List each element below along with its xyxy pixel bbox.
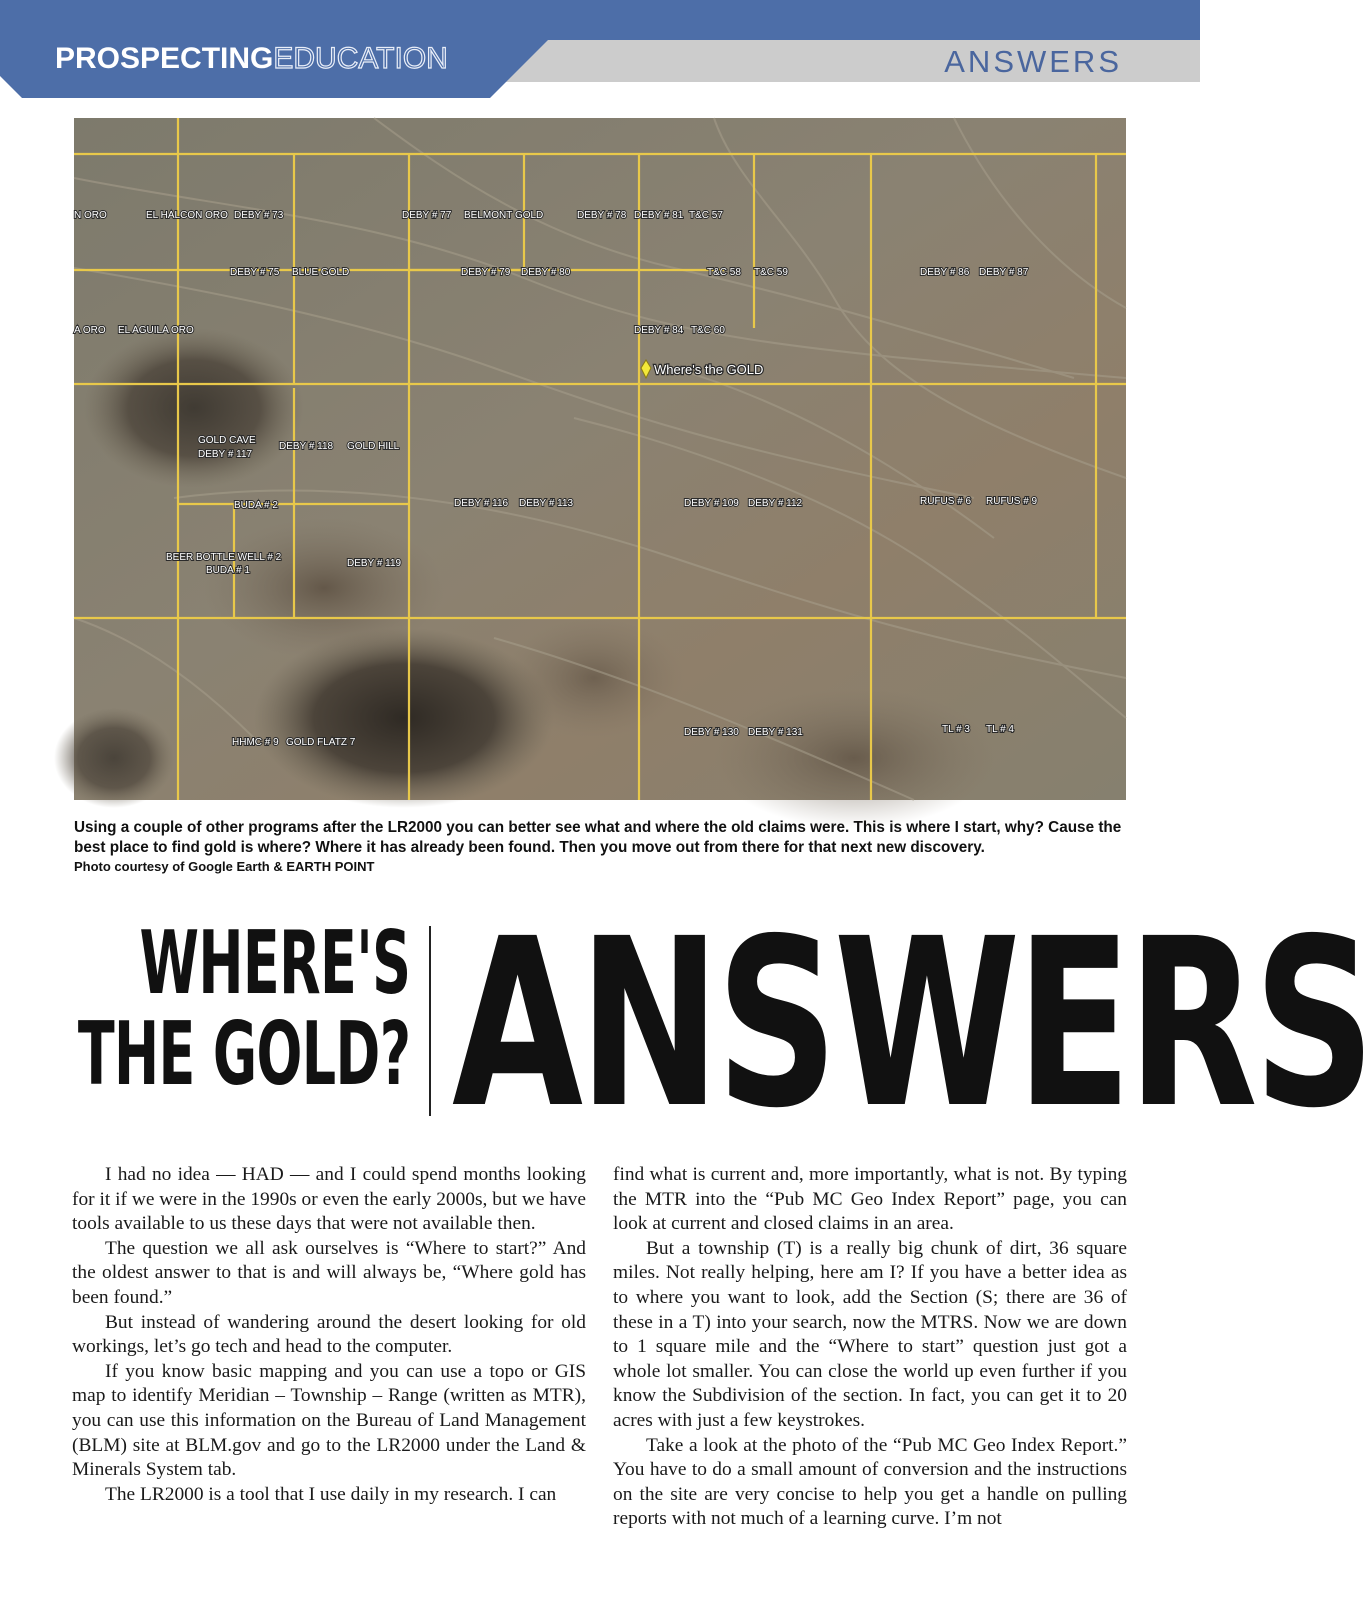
claim-label: DEBY # 116	[454, 498, 509, 509]
claim-label: TL # 4	[986, 724, 1014, 735]
claim-label: T&C 60	[691, 325, 725, 336]
claim-label: DEBY # 130	[684, 727, 739, 738]
claim-label: DEBY # 86	[920, 267, 970, 278]
claim-label: BEER BOTTLE WELL # 2	[166, 552, 282, 563]
claim-label: DEBY # 75	[230, 267, 280, 278]
claim-label: DEBY # 81	[634, 210, 684, 221]
claim-label: DEBY # 131	[748, 727, 803, 738]
claim-label: DEBY # 80	[521, 267, 571, 278]
claim-label: DEBY # 112	[748, 498, 803, 509]
publication-brand	[55, 44, 448, 74]
claim-label: DEBY # 119	[347, 558, 402, 569]
claim-label: T&C 58	[707, 267, 741, 278]
claim-label: A ORO	[74, 325, 106, 336]
claim-label: BELMONT GOLD	[464, 210, 544, 221]
claim-label: DEBY # 78	[577, 210, 627, 221]
paragraph: If you know basic mapping and you can use a topo or GIS map to identify Meridian – Township – Range (written as MTR), you can use this information on the Bureau of Land Management (BLM) site at BLM.gov and go to the LR2000 under the Land & Minerals System tab.	[72, 1360, 586, 1481]
claims-map-photo	[74, 118, 1126, 800]
claim-label: DEBY # 87	[979, 267, 1029, 278]
satellite-map	[74, 118, 1126, 800]
paragraph: The question we all ask ourselves is “Where to start?” And the oldest answer to that is and will always be, “Where gold has been found.”	[72, 1237, 586, 1308]
claim-label: DEBY # 109	[684, 498, 739, 509]
claim-label: T&C 59	[754, 267, 788, 278]
brand-education: EDUCATION	[273, 42, 448, 75]
claim-label: DEBY # 118	[279, 441, 334, 452]
paragraph: But instead of wandering around the desert looking for old workings, let’s go tech and head to the computer.	[72, 1311, 586, 1358]
claim-label: GOLD CAVE	[198, 435, 256, 446]
section-label: ANSWERS	[944, 44, 1122, 79]
brand-prospecting: PROSPECTING	[55, 42, 274, 75]
photo-credit: Photo courtesy of Google Earth & EARTH POINT	[74, 859, 375, 874]
marker-label: Where's the GOLD	[654, 362, 764, 377]
headline-line-2: THE GOLD?	[77, 1003, 410, 1105]
article-headline	[0, 889, 1371, 1159]
article-body	[72, 1163, 1127, 1532]
paragraph: find what is current and, more importantly, what is not. By typing the MTR into the “Pub MC Geo Index Report” page, you can look at current and closed claims in an area.	[613, 1164, 1127, 1235]
claim-label: T&C 57	[689, 210, 723, 221]
paragraph: Take a look at the photo of the “Pub MC Geo Index Report.” You have to do a small amount of conversion and the instructions on the site are very concise to help you get a handle on pulling reports with not much of a learning curve. I’m not	[613, 1434, 1127, 1530]
article-column-left	[72, 1163, 586, 1532]
claim-label: BUDA # 2	[234, 500, 278, 511]
claim-label: TL # 3	[942, 724, 970, 735]
claim-label: RUFUS # 6	[920, 496, 972, 507]
claim-label: DEBY # 73	[234, 210, 284, 221]
claim-label: GOLD HILL	[347, 441, 400, 452]
claim-label: RUFUS # 9	[986, 496, 1038, 507]
claim-label: DEBY # 117	[198, 449, 253, 460]
gold-location-marker	[641, 360, 763, 378]
caption-text: Using a couple of other programs after the LR2000 you can better see what and where the old claims were. This is where I start, why? Cause the best place to find gold is where? Where it has already been found. Then you move out from there for that next new discovery.	[74, 819, 1122, 856]
claim-label: DEBY # 79	[461, 267, 511, 278]
claim-label: N ORO	[74, 210, 107, 221]
article-column-right	[613, 1163, 1127, 1532]
claim-label: DEBY # 84	[634, 325, 684, 336]
headline-answers: ANSWERS	[452, 889, 1371, 1159]
claim-label: HHMC # 9	[232, 737, 279, 748]
headline-divider	[429, 926, 431, 1116]
claim-label: DEBY # 113	[519, 498, 574, 509]
claim-label: BLUE GOLD	[292, 267, 350, 278]
paragraph: The LR2000 is a tool that I use daily in my research. I can	[105, 1483, 557, 1505]
claim-label: DEBY # 77	[402, 210, 452, 221]
claim-label: EL HALCON ORO	[146, 210, 228, 221]
paragraph: But a township (T) is a really big chunk of dirt, 36 square miles. Not really helping, here am I? If you have a better idea as to where you want to look, add the Section (S; there are 36 of these in a T) into your search, now the MTRS. Now we are down to 1 square mile and the “Where to start” question just got a whole lot smaller. You can close the world up even further if you know the Subdivision of the section. In fact, you can get it to 20 acres with just a few keystrokes.	[613, 1237, 1127, 1431]
claim-label: BUDA # 1	[206, 565, 250, 576]
claim-label: GOLD FLATZ 7	[286, 737, 356, 748]
headline-line-1: WHERE'S	[139, 912, 410, 1014]
paragraph: I had no idea — HAD — and I could spend months looking for it if we were in the 1990s or even the early 2000s, but we have tools available to us these days that were not available then.	[72, 1164, 586, 1235]
claim-label: EL AGUILA ORO	[118, 325, 194, 336]
page-header	[0, 0, 1200, 100]
photo-caption	[74, 818, 1134, 876]
headline-left	[0, 912, 410, 1105]
